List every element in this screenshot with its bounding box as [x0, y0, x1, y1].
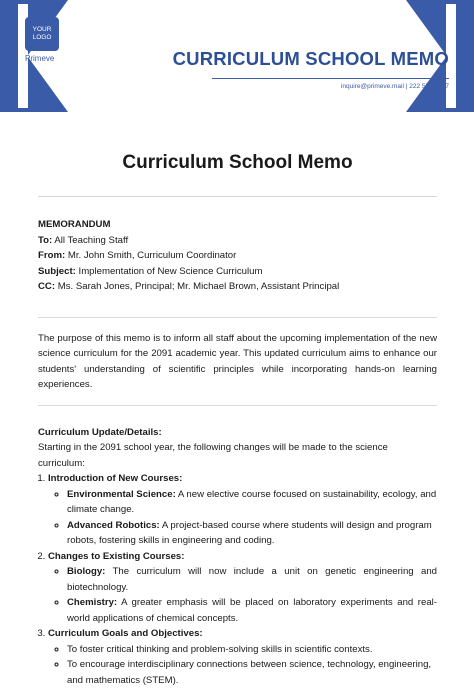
bullet-text: To foster critical thinking and problem-solving skills in scientific contexts. [67, 644, 373, 655]
to-value: All Teaching Staff [52, 235, 128, 246]
letterhead-title: CURRICULUM SCHOOL MEMO [173, 48, 449, 70]
bullet-item [67, 518, 437, 549]
bullet-item [67, 642, 437, 658]
subject-value: Implementation of New Science Curriculum [76, 266, 263, 277]
letterhead-corner-top-right [406, 0, 446, 55]
section-heading: Changes to Existing Courses: [48, 551, 184, 562]
brand-name: Primeve [25, 54, 54, 63]
update-intro: Starting in the 2091 school year, the following changes will be made to the science curriculum: [38, 440, 437, 471]
letterhead-corner-bottom-left [28, 57, 68, 112]
section-item [48, 471, 437, 549]
section-heading: Introduction of New Courses: [48, 473, 182, 484]
to-line [38, 233, 437, 249]
to-label: To: [38, 235, 52, 246]
bullet-item [67, 595, 437, 626]
bullet-label: Environmental Science: [67, 489, 176, 500]
purpose-paragraph: The purpose of this memo is to inform all staff about the upcoming implementation of the new science curriculum for the 2091 academic year. This updated curriculum aims to enhance our students' understanding of scientific principles while incorporating hands-on learning experiences. [38, 331, 437, 393]
divider [38, 196, 437, 197]
bullet-label: Chemistry: [67, 597, 117, 608]
from-label: From: [38, 250, 65, 261]
from-value: Mr. John Smith, Curriculum Coordinator [65, 250, 236, 261]
cc-label: CC: [38, 281, 55, 292]
bullet-label: Biology: [67, 566, 105, 577]
divider [38, 317, 437, 318]
bullet-item [67, 657, 437, 688]
bullet-text: The curriculum will now include a unit on genetic engineering and biotechnology. [67, 566, 437, 593]
curriculum-sections [38, 471, 437, 688]
section-bullets [48, 642, 437, 688]
document-title: Curriculum School Memo [38, 150, 437, 176]
section-item [48, 626, 437, 688]
cc-line [38, 279, 437, 295]
logo-text: YOUR LOGO [25, 26, 59, 42]
bullet-item [67, 564, 437, 595]
update-heading: Curriculum Update/Details: [38, 425, 437, 441]
section-item [48, 549, 437, 627]
subject-line [38, 264, 437, 280]
letterhead [0, 0, 474, 112]
bullet-text: A greater emphasis will be placed on laboratory experiments and real-world applications of chemical concepts. [67, 597, 437, 624]
bullet-text: To encourage interdisciplinary connections between science, technology, engineering, and mathematics (STEM). [67, 659, 431, 686]
subject-label: Subject: [38, 266, 76, 277]
section-heading: Curriculum Goals and Objectives: [48, 628, 203, 639]
memo-body [38, 150, 437, 688]
section-bullets [48, 487, 437, 549]
letterhead-divider [212, 78, 449, 79]
memorandum-label: MEMORANDUM [38, 217, 437, 233]
contact-info: inquire@primeve.mail | 222 555 7777 [341, 83, 449, 90]
bullet-label: Advanced Robotics: [67, 520, 160, 531]
bullet-text: A new elective course focused on sustainability, ecology, and climate change. [67, 489, 436, 516]
bullet-item [67, 487, 437, 518]
divider [38, 405, 437, 406]
memo-header-block [38, 217, 437, 295]
section-bullets [48, 564, 437, 626]
from-line [38, 248, 437, 264]
cc-value: Ms. Sarah Jones, Principal; Mr. Michael Brown, Assistant Principal [55, 281, 339, 292]
bullet-text: A project-based course where students will design and program robots, fostering skills in engineering and coding. [67, 520, 432, 547]
logo [25, 17, 59, 51]
